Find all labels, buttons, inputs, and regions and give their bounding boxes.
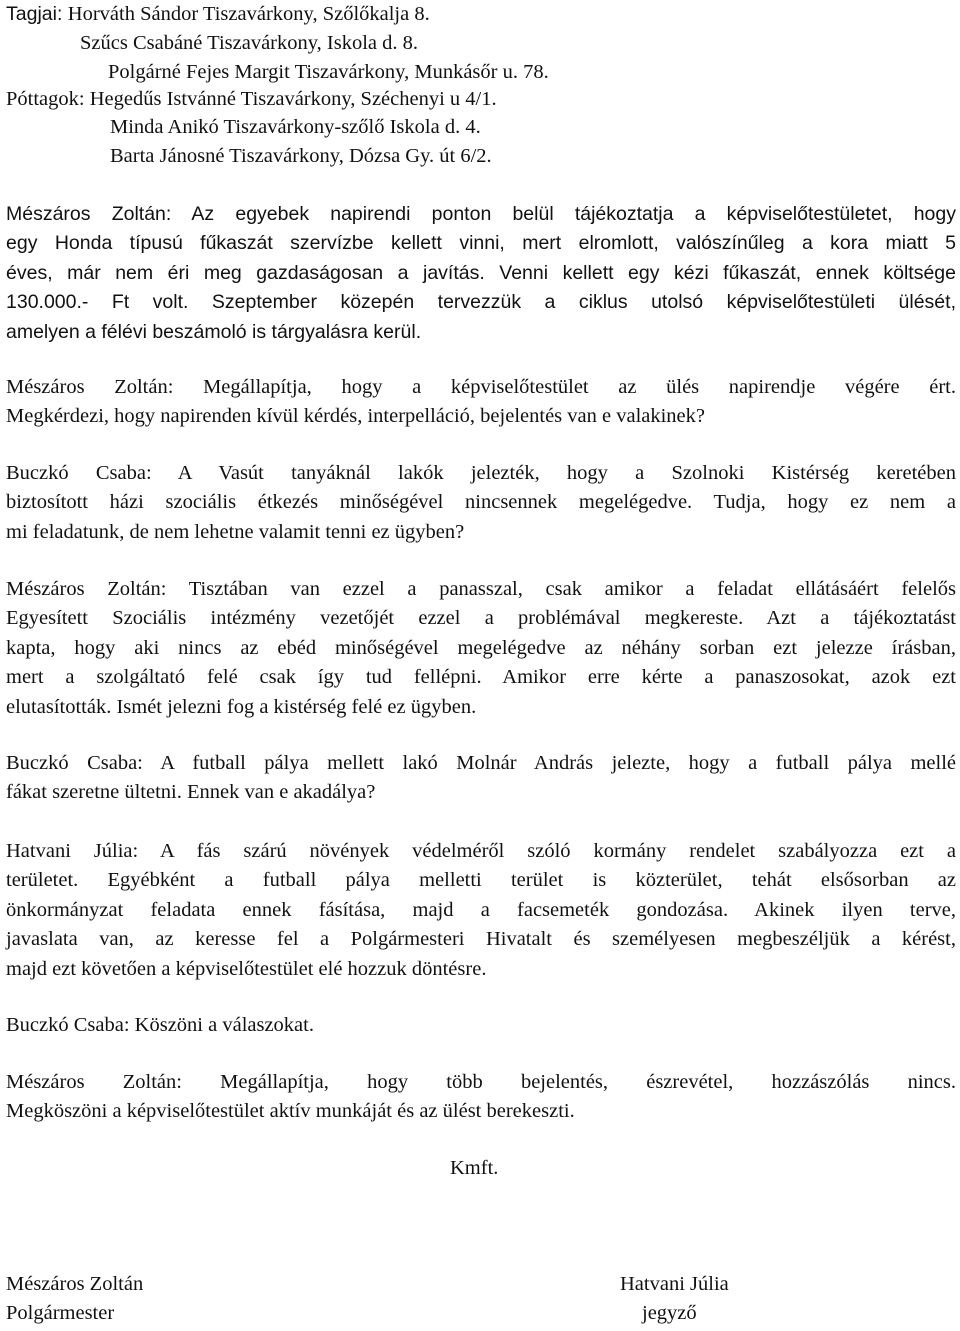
closing-kmft: Kmft. [450, 1157, 499, 1179]
paragraph-line: mert a szolgáltató felé csak így tud fellépni. Amikor erre kérte a panaszosokat, azok ezt [6, 666, 956, 689]
paragraph-line: majd ezt követően a képviselőtestület elé hozzuk döntésre. [6, 957, 487, 980]
alternates-line-1 [6, 85, 497, 114]
paragraph-line: Buczkó Csaba: A futball pálya mellett lakó Molnár András jelezte, hogy a futball pálya mellé [6, 752, 956, 774]
paragraph-line: Hatvani Júlia: A fás szárú növények védelméről szóló kormány rendelet szabályozza ezt a [6, 840, 956, 862]
member-1: Horváth Sándor Tiszavárkony, Szőlőkalja 8. [67, 3, 430, 25]
paragraph-2 [6, 373, 956, 432]
paragraph-line: kapta, hogy aki nincs az ebéd minőségével megelégedve az néhány sorban ezt jelezze írásban, [6, 636, 956, 659]
paragraph-line: éves, már nem éri meg gazdaságosan a javítás. Venni kellett egy kézi fűkaszát, ennek költsége [6, 261, 956, 284]
paragraph-line: elutasították. Ismét jelezni fog a kistérség felé ez ügyben. [6, 695, 477, 718]
paragraph-line: javaslata van, az keresse fel a Polgármesteri Hivatalt és személyesen megbeszéljük a kérést, [6, 928, 956, 951]
paragraph-line: fákat szeretne ültetni. Ennek van e akadálya? [6, 781, 376, 804]
paragraph-4 [6, 575, 956, 722]
paragraph-line: Megkérdezi, hogy napirenden kívül kérdés, interpelláció, bejelentés van e valakinek? [6, 405, 706, 428]
members-label: Tagjai: [6, 3, 63, 25]
alternate-2: Minda Anikó Tiszavárkony-szőlő Iskola d. 4. [110, 116, 481, 138]
paragraph-line: egy Honda típusú fűkaszát szervízbe kellett vinni, mert elromlott, valószínűleg a kora miatt 5 [6, 232, 956, 255]
paragraph-line: önkormányzat feladata ennek fásítása, majd a facsemeték gondozása. Akinek ilyen terve, [6, 898, 956, 921]
signature-left-title: Polgármester [6, 1302, 115, 1324]
member-2: Szűcs Csabáné Tiszavárkony, Iskola d. 8. [80, 32, 419, 54]
alternate-3: Barta Jánosné Tiszavárkony, Dózsa Gy. út 6/2. [110, 145, 492, 167]
paragraph-5 [6, 749, 956, 808]
paragraph-line: területet. Egyébként a futball pálya melletti terület is közterület, tehát elsősorban az [6, 869, 956, 892]
paragraph-1 [6, 200, 956, 347]
paragraph-6 [6, 837, 956, 984]
paragraph-line: mi feladatunk, de nem lehetne valamit tenni ez ügyben? [6, 520, 465, 543]
paragraph-line: Egyesített Szociális intézmény vezetőjét ezzel a problémával megkereste. Azt a tájékoztatást [6, 607, 956, 630]
paragraph-line: Mészáros Zoltán: Megállapítja, hogy több bejelentés, észrevétel, hozzászólás nincs. [6, 1071, 956, 1093]
signature-right-title: jegyző [642, 1302, 697, 1324]
signature-right-name: Hatvani Júlia [620, 1273, 729, 1295]
paragraph-line: Buczkó Csaba: Köszöni a válaszokat. [6, 1014, 314, 1036]
paragraph-line: Buczkó Csaba: A Vasút tanyáknál lakók jelezték, hogy a Szolnoki Kistérség keretében [6, 462, 956, 484]
alternates-label: Póttagok: [6, 88, 85, 110]
paragraph-line: Mészáros Zoltán: Az egyebek napirendi ponton belül tájékoztatja a képviselőtestületet, hogy [6, 203, 956, 225]
paragraph-line: Mészáros Zoltán: Megállapítja, hogy a képviselőtestület az ülés napirendje végére ért. [6, 376, 956, 398]
signature-left-name: Mészáros Zoltán [6, 1273, 144, 1295]
paragraph-line: Megköszöni a képviselőtestület aktív munkáját és az ülést berekeszti. [6, 1100, 575, 1123]
paragraph-line: amelyen a félévi beszámoló is tárgyalásra kerül. [6, 320, 422, 343]
paragraph-8 [6, 1068, 956, 1127]
members-line-1 [6, 0, 430, 29]
paragraph-line: 130.000.- Ft volt. Szeptember közepén tervezzük a ciklus utolsó képviselőtestületi ülését, [6, 291, 956, 314]
paragraph-line: Mészáros Zoltán: Tisztában van ezzel a panasszal, csak amikor a feladat ellátásáért felelős [6, 578, 956, 600]
paragraph-line: biztosított házi szociális étkezés minőségével nincsennek megelégedve. Tudja, hogy ez nem a [6, 491, 956, 514]
paragraph-7 [6, 1011, 956, 1040]
paragraph-3 [6, 459, 956, 547]
member-3: Polgárné Fejes Margit Tiszavárkony, Munkásőr u. 78. [108, 61, 549, 83]
alternate-1: Hegedűs Istvánné Tiszavárkony, Széchenyi u 4/1. [89, 88, 497, 110]
